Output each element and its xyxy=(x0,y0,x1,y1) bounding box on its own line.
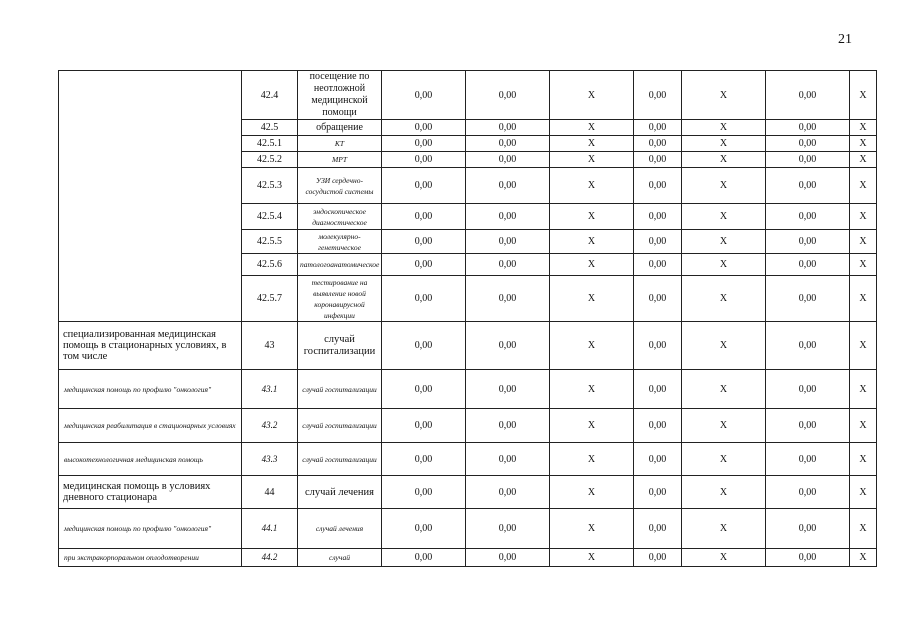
row-name: высокотехнологичная медицинская помощь xyxy=(59,443,242,476)
row-name-empty xyxy=(59,71,242,322)
cell-value: 0,00 xyxy=(766,152,850,168)
cell-value: 0,00 xyxy=(382,509,466,549)
row-unit: случай госпитализации xyxy=(298,409,382,443)
cell-value: 0,00 xyxy=(466,152,550,168)
cell-value: 0,00 xyxy=(466,276,550,322)
cell-value: 0,00 xyxy=(382,136,466,152)
cell-value: 0,00 xyxy=(766,370,850,409)
cell-x: X xyxy=(682,370,766,409)
cell-x: X xyxy=(682,120,766,136)
table-row xyxy=(59,476,877,509)
cell-value: 0,00 xyxy=(766,71,850,120)
row-code: 42.5.5 xyxy=(242,230,298,254)
cell-value: 0,00 xyxy=(766,168,850,204)
table-row xyxy=(59,370,877,409)
cell-value: 0,00 xyxy=(466,120,550,136)
row-code: 42.5 xyxy=(242,120,298,136)
table-row xyxy=(59,509,877,549)
cell-x: X xyxy=(850,276,877,322)
cell-value: 0,00 xyxy=(466,168,550,204)
cell-value: 0,00 xyxy=(766,276,850,322)
cell-x: X xyxy=(550,120,634,136)
row-code: 42.4 xyxy=(242,71,298,120)
cell-x: X xyxy=(682,443,766,476)
table-row xyxy=(59,443,877,476)
cell-x: X xyxy=(682,204,766,230)
cell-value: 0,00 xyxy=(766,476,850,509)
cell-value: 0,00 xyxy=(766,443,850,476)
row-unit: эндоскопическое диагностическое xyxy=(298,204,382,230)
cell-value: 0,00 xyxy=(766,409,850,443)
cell-x: X xyxy=(550,370,634,409)
row-code: 43.3 xyxy=(242,443,298,476)
row-unit: посещение по неотложной медицинской помощи xyxy=(298,71,382,120)
cell-x: X xyxy=(682,152,766,168)
cell-x: X xyxy=(682,276,766,322)
cell-x: X xyxy=(550,443,634,476)
cell-x: X xyxy=(550,71,634,120)
cell-x: X xyxy=(550,254,634,276)
cell-x: X xyxy=(850,204,877,230)
row-code: 43.1 xyxy=(242,370,298,409)
row-unit: случай госпитализации xyxy=(298,322,382,370)
cell-x: X xyxy=(850,476,877,509)
table-row xyxy=(59,322,877,370)
cell-x: X xyxy=(850,322,877,370)
row-code: 43.2 xyxy=(242,409,298,443)
cell-x: X xyxy=(682,168,766,204)
data-table xyxy=(58,70,877,567)
cell-x: X xyxy=(682,71,766,120)
cell-x: X xyxy=(850,152,877,168)
table-row xyxy=(59,549,877,567)
cell-x: X xyxy=(850,509,877,549)
row-unit: случай лечения xyxy=(298,509,382,549)
cell-value: 0,00 xyxy=(382,476,466,509)
cell-value: 0,00 xyxy=(634,443,682,476)
cell-x: X xyxy=(550,230,634,254)
cell-value: 0,00 xyxy=(466,549,550,567)
cell-x: X xyxy=(850,549,877,567)
cell-x: X xyxy=(850,71,877,120)
cell-value: 0,00 xyxy=(634,168,682,204)
cell-value: 0,00 xyxy=(466,443,550,476)
cell-x: X xyxy=(682,322,766,370)
cell-value: 0,00 xyxy=(466,509,550,549)
cell-x: X xyxy=(850,120,877,136)
cell-value: 0,00 xyxy=(634,71,682,120)
cell-value: 0,00 xyxy=(382,370,466,409)
cell-value: 0,00 xyxy=(382,254,466,276)
cell-value: 0,00 xyxy=(466,322,550,370)
cell-value: 0,00 xyxy=(766,120,850,136)
row-code: 42.5.7 xyxy=(242,276,298,322)
cell-x: X xyxy=(850,254,877,276)
row-unit: УЗИ сердечно-сосудистой системы xyxy=(298,168,382,204)
cell-value: 0,00 xyxy=(466,204,550,230)
row-code: 42.5.6 xyxy=(242,254,298,276)
cell-value: 0,00 xyxy=(382,549,466,567)
cell-x: X xyxy=(550,204,634,230)
cell-value: 0,00 xyxy=(766,322,850,370)
cell-x: X xyxy=(850,409,877,443)
row-name: медицинская помощь по профилю "онкология" xyxy=(59,370,242,409)
cell-value: 0,00 xyxy=(634,476,682,509)
row-code: 42.5.3 xyxy=(242,168,298,204)
cell-value: 0,00 xyxy=(634,509,682,549)
cell-value: 0,00 xyxy=(634,120,682,136)
row-code: 42.5.2 xyxy=(242,152,298,168)
cell-value: 0,00 xyxy=(766,509,850,549)
table-row xyxy=(59,71,877,120)
row-unit: молекулярно-генетическое xyxy=(298,230,382,254)
cell-x: X xyxy=(550,136,634,152)
cell-value: 0,00 xyxy=(382,443,466,476)
cell-x: X xyxy=(682,476,766,509)
row-name: специализированная медицинская помощь в стационарных условиях, в том числе xyxy=(59,322,242,370)
row-code: 42.5.1 xyxy=(242,136,298,152)
row-code: 44.2 xyxy=(242,549,298,567)
cell-x: X xyxy=(682,230,766,254)
cell-x: X xyxy=(550,168,634,204)
row-unit: патологоанатомическое xyxy=(298,254,382,276)
row-unit: КТ xyxy=(298,136,382,152)
cell-x: X xyxy=(550,322,634,370)
row-unit: МРТ xyxy=(298,152,382,168)
cell-value: 0,00 xyxy=(634,204,682,230)
cell-value: 0,00 xyxy=(634,230,682,254)
cell-value: 0,00 xyxy=(466,254,550,276)
cell-value: 0,00 xyxy=(466,370,550,409)
cell-value: 0,00 xyxy=(634,254,682,276)
cell-value: 0,00 xyxy=(382,276,466,322)
cell-value: 0,00 xyxy=(382,322,466,370)
row-unit: случай xyxy=(298,549,382,567)
cell-x: X xyxy=(682,254,766,276)
cell-x: X xyxy=(682,549,766,567)
row-name: медицинская помощь по профилю "онкология" xyxy=(59,509,242,549)
cell-value: 0,00 xyxy=(634,549,682,567)
cell-value: 0,00 xyxy=(766,204,850,230)
cell-value: 0,00 xyxy=(466,230,550,254)
cell-x: X xyxy=(850,230,877,254)
cell-x: X xyxy=(850,370,877,409)
cell-x: X xyxy=(550,476,634,509)
table-row xyxy=(59,409,877,443)
row-name: медицинская реабилитация в стационарных условиях xyxy=(59,409,242,443)
cell-value: 0,00 xyxy=(382,204,466,230)
cell-x: X xyxy=(550,409,634,443)
cell-x: X xyxy=(850,168,877,204)
cell-value: 0,00 xyxy=(634,409,682,443)
cell-value: 0,00 xyxy=(466,476,550,509)
cell-value: 0,00 xyxy=(766,136,850,152)
cell-x: X xyxy=(850,136,877,152)
row-unit: тестирование на выявление новой коронавирусной инфекции xyxy=(298,276,382,322)
row-code: 44 xyxy=(242,476,298,509)
cell-x: X xyxy=(550,152,634,168)
cell-value: 0,00 xyxy=(634,370,682,409)
cell-value: 0,00 xyxy=(382,71,466,120)
row-name: при экстракорпоральном оплодотворении xyxy=(59,549,242,567)
row-code: 42.5.4 xyxy=(242,204,298,230)
cell-x: X xyxy=(550,509,634,549)
cell-value: 0,00 xyxy=(382,120,466,136)
cell-x: X xyxy=(550,549,634,567)
cell-value: 0,00 xyxy=(382,409,466,443)
cell-value: 0,00 xyxy=(466,71,550,120)
row-unit: случай госпитализации xyxy=(298,370,382,409)
page-number: 21 xyxy=(838,32,852,47)
cell-value: 0,00 xyxy=(382,168,466,204)
row-name: медицинская помощь в условиях дневного стационара xyxy=(59,476,242,509)
cell-value: 0,00 xyxy=(634,276,682,322)
cell-x: X xyxy=(682,409,766,443)
cell-value: 0,00 xyxy=(634,322,682,370)
cell-value: 0,00 xyxy=(634,152,682,168)
cell-value: 0,00 xyxy=(382,230,466,254)
cell-value: 0,00 xyxy=(466,136,550,152)
cell-value: 0,00 xyxy=(634,136,682,152)
cell-x: X xyxy=(850,443,877,476)
cell-x: X xyxy=(682,509,766,549)
row-code: 43 xyxy=(242,322,298,370)
cell-value: 0,00 xyxy=(766,230,850,254)
cell-value: 0,00 xyxy=(766,549,850,567)
row-unit: обращение xyxy=(298,120,382,136)
cell-x: X xyxy=(550,276,634,322)
cell-value: 0,00 xyxy=(766,254,850,276)
cell-value: 0,00 xyxy=(466,409,550,443)
row-code: 44.1 xyxy=(242,509,298,549)
row-unit: случай лечения xyxy=(298,476,382,509)
cell-x: X xyxy=(682,136,766,152)
row-unit: случай госпитализации xyxy=(298,443,382,476)
cell-value: 0,00 xyxy=(382,152,466,168)
